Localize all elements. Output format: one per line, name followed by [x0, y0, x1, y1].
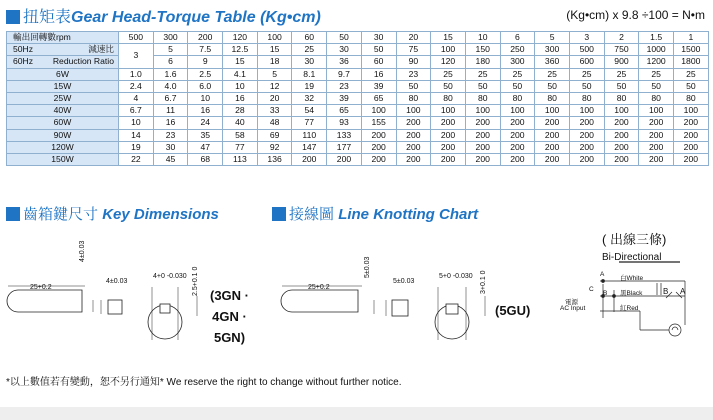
ratio-50hz-cell: 12.5: [223, 44, 258, 56]
torque-cell: 10: [119, 117, 154, 129]
torque-cell: 200: [639, 153, 674, 165]
disclaimer-note: *以上數值若有變動，恕不另行通知* We reserve the right to change without further notice.: [6, 377, 402, 388]
black-wire-label: 黑Black: [620, 290, 643, 297]
torque-cell: 177: [327, 141, 362, 153]
ratio-60hz-cell: 120: [431, 56, 466, 68]
line-knotting-title: 接線圖 Line Knotting Chart: [272, 203, 478, 224]
rpm-cell: 20: [396, 32, 431, 44]
ratio-first-cell: 3: [119, 44, 154, 68]
torque-cell: 16: [223, 92, 258, 104]
ratio-60hz-cell: 90: [396, 56, 431, 68]
torque-cell: 200: [604, 141, 639, 153]
ratio-60hz-cell: 900: [604, 56, 639, 68]
torque-cell: 77: [223, 141, 258, 153]
torque-cell: 50: [639, 80, 674, 92]
torque-cell: 77: [292, 117, 327, 129]
torque-cell: 200: [292, 153, 327, 165]
ratio-60hz-cell: 60: [361, 56, 396, 68]
ratio-60hz-cell: 1800: [674, 56, 709, 68]
power-label: 150W: [7, 153, 119, 165]
rpm-cell: 50: [327, 32, 362, 44]
torque-cell: 113: [223, 153, 258, 165]
torque-cell: 200: [535, 117, 570, 129]
ratio-60hz-cell: 180: [465, 56, 500, 68]
rpm-cell: 3: [569, 32, 604, 44]
torque-cell: 110: [292, 129, 327, 141]
torque-cell: 200: [674, 141, 709, 153]
rpm-cell: 1: [674, 32, 709, 44]
rpm-cell: 60: [292, 32, 327, 44]
ratio-50hz-cell: 75: [396, 44, 431, 56]
rpm-cell: 30: [361, 32, 396, 44]
rpm-cell: 100: [257, 32, 292, 44]
torque-cell: 200: [535, 141, 570, 153]
gu-model-label: (5GU): [495, 303, 531, 318]
torque-cell: 2.5: [188, 68, 223, 80]
key-2-side-view: [281, 290, 358, 312]
torque-cell: 200: [327, 153, 362, 165]
rpm-cell: 6: [500, 32, 535, 44]
torque-cell: 54: [292, 105, 327, 117]
ratio-60hz-cell: 9: [188, 56, 223, 68]
torque-cell: 25: [465, 68, 500, 80]
torque-cell: 50: [569, 80, 604, 92]
power-cn-label: 電源: [565, 299, 578, 306]
torque-cell: 200: [500, 117, 535, 129]
torque-cell: 100: [569, 105, 604, 117]
torque-cell: 20: [257, 92, 292, 104]
torque-cell: 80: [639, 92, 674, 104]
torque-cell: 200: [396, 117, 431, 129]
torque-cell: 200: [431, 141, 466, 153]
torque-cell: 30: [153, 141, 188, 153]
ratio-60hz-cell: 600: [569, 56, 604, 68]
page-title-cn: 扭矩表: [23, 9, 72, 26]
torque-cell: 200: [500, 141, 535, 153]
motor-symbol: [669, 324, 681, 336]
torque-cell: 40: [223, 117, 258, 129]
bi-directional-label: Bi-Directional: [602, 252, 662, 263]
ratio-60hz-label: 60Hz Reduction Ratio: [7, 56, 119, 68]
rpm-cell: 200: [188, 32, 223, 44]
torque-cell: 65: [327, 105, 362, 117]
torque-cell: 80: [604, 92, 639, 104]
torque-cell: 200: [674, 153, 709, 165]
torque-cell: 200: [500, 129, 535, 141]
torque-cell: 200: [569, 117, 604, 129]
torque-cell: 92: [257, 141, 292, 153]
motor-a-label: A: [680, 287, 686, 296]
ratio-50hz-cell: 250: [500, 44, 535, 56]
torque-cell: 32: [292, 92, 327, 104]
torque-cell: 80: [465, 92, 500, 104]
torque-cell: 200: [604, 117, 639, 129]
torque-cell: 155: [361, 117, 396, 129]
torque-cell: 45: [153, 153, 188, 165]
power-label: 120W: [7, 141, 119, 153]
torque-cell: 39: [361, 80, 396, 92]
power-label: 15W: [7, 80, 119, 92]
torque-cell: 50: [535, 80, 570, 92]
torque-cell: 16: [361, 68, 396, 80]
torque-cell: 200: [639, 117, 674, 129]
torque-cell: 4.1: [223, 68, 258, 80]
ratio-60hz-cell: 300: [500, 56, 535, 68]
torque-cell: 100: [535, 105, 570, 117]
torque-cell: 100: [396, 105, 431, 117]
torque-cell: 19: [119, 141, 154, 153]
torque-cell: 200: [465, 129, 500, 141]
torque-cell: 25: [431, 68, 466, 80]
torque-cell: 5: [257, 68, 292, 80]
torque-cell: 23: [153, 129, 188, 141]
torque-cell: 28: [223, 105, 258, 117]
torque-cell: 93: [327, 117, 362, 129]
torque-cell: 8.1: [292, 68, 327, 80]
ratio-50hz-cell: 5: [153, 44, 188, 56]
torque-cell: 200: [361, 129, 396, 141]
torque-cell: 200: [639, 141, 674, 153]
torque-cell: 200: [465, 117, 500, 129]
power-en-label: AC Input: [560, 305, 586, 312]
torque-cell: 100: [500, 105, 535, 117]
torque-cell: 200: [431, 153, 466, 165]
torque-cell: 6.7: [119, 105, 154, 117]
torque-cell: 69: [257, 129, 292, 141]
torque-cell: 6.7: [153, 92, 188, 104]
power-label: 60W: [7, 117, 119, 129]
rpm-cell: 2: [604, 32, 639, 44]
ratio-50hz-cell: 1500: [674, 44, 709, 56]
torque-cell: 100: [465, 105, 500, 117]
torque-cell: 68: [188, 153, 223, 165]
ratio-50hz-label: 50Hz 減速比: [7, 44, 119, 56]
power-label: 6W: [7, 68, 119, 80]
red-wire-label: 紅Red: [620, 305, 639, 312]
ratio-50hz-cell: 7.5: [188, 44, 223, 56]
rpm-cell: 300: [153, 32, 188, 44]
torque-cell: 10: [223, 80, 258, 92]
torque-cell: 4: [119, 92, 154, 104]
dim-key2-width: 5±0.03: [393, 278, 415, 285]
ratio-60hz-cell: 18: [257, 56, 292, 68]
dim-key1-width: 4±0.03: [106, 278, 128, 285]
torque-cell: 80: [569, 92, 604, 104]
dim-key2-length: 25+0.2: [308, 284, 330, 291]
torque-cell: 200: [361, 141, 396, 153]
power-label: 90W: [7, 129, 119, 141]
torque-cell: 200: [396, 129, 431, 141]
torque-cell: 200: [569, 153, 604, 165]
torque-cell: 133: [327, 129, 362, 141]
torque-cell: 50: [465, 80, 500, 92]
torque-cell: 33: [257, 105, 292, 117]
ratio-60hz-cell: 36: [327, 56, 362, 68]
dim-key2-height: 5±0.03: [364, 256, 371, 278]
rpm-cell: 15: [431, 32, 466, 44]
torque-cell: 10: [188, 92, 223, 104]
torque-cell: 19: [292, 80, 327, 92]
torque-cell: 50: [604, 80, 639, 92]
torque-cell: 200: [500, 153, 535, 165]
ratio-60hz-cell: 360: [535, 56, 570, 68]
torque-cell: 1.0: [119, 68, 154, 80]
ratio-50hz-cell: 1000: [639, 44, 674, 56]
torque-cell: 200: [465, 153, 500, 165]
torque-cell: 200: [361, 153, 396, 165]
torque-cell: 16: [153, 117, 188, 129]
page-title-en: Gear Head-Torque Table (Kg•cm): [71, 9, 321, 26]
torque-cell: 147: [292, 141, 327, 153]
rpm-label: 輸出回轉數rpm: [7, 32, 119, 44]
torque-cell: 9.7: [327, 68, 362, 80]
wire-c-label: C: [589, 286, 594, 293]
torque-cell: 100: [604, 105, 639, 117]
torque-cell: 80: [396, 92, 431, 104]
torque-cell: 14: [119, 129, 154, 141]
torque-cell: 50: [396, 80, 431, 92]
torque-cell: 200: [431, 129, 466, 141]
torque-cell: 25: [569, 68, 604, 80]
rpm-cell: 500: [119, 32, 154, 44]
torque-cell: 1.6: [153, 68, 188, 80]
torque-cell: 48: [257, 117, 292, 129]
torque-cell: 200: [396, 141, 431, 153]
torque-cell: 4.0: [153, 80, 188, 92]
torque-cell: 100: [674, 105, 709, 117]
torque-cell: 200: [604, 153, 639, 165]
key-dimensions-title: 齒箱鍵尺寸 Key Dimensions: [6, 203, 219, 224]
ratio-50hz-cell: 300: [535, 44, 570, 56]
torque-cell: 24: [188, 117, 223, 129]
white-wire-label: 白White: [620, 275, 644, 282]
torque-cell: 200: [431, 117, 466, 129]
ratio-50hz-cell: 500: [569, 44, 604, 56]
torque-cell: 23: [327, 80, 362, 92]
dim-key1-length: 25+0.2: [30, 284, 52, 291]
power-label: 25W: [7, 92, 119, 104]
ratio-60hz-cell: 6: [153, 56, 188, 68]
torque-cell: 80: [500, 92, 535, 104]
torque-cell: 58: [223, 129, 258, 141]
ratio-50hz-cell: 100: [431, 44, 466, 56]
dim-shaft1-depth: 2.5+0.1 0: [192, 266, 199, 296]
torque-cell: 25: [674, 68, 709, 80]
motor-b-label: B: [663, 287, 669, 296]
footer-bar: [0, 407, 713, 420]
torque-cell: 100: [639, 105, 674, 117]
torque-cell: 200: [674, 117, 709, 129]
torque-cell: 25: [604, 68, 639, 80]
torque-cell: 2.4: [119, 80, 154, 92]
power-label: 40W: [7, 105, 119, 117]
torque-cell: 6.0: [188, 80, 223, 92]
rpm-cell: 5: [535, 32, 570, 44]
torque-cell: 200: [639, 129, 674, 141]
dim-shaft2-depth: 3+0.1 0: [480, 270, 487, 294]
wire-a-label: A: [600, 271, 605, 278]
rpm-cell: 120: [223, 32, 258, 44]
ratio-50hz-cell: 50: [361, 44, 396, 56]
dim-shaft1-keyway: 4+0 -0.030: [153, 273, 187, 280]
ratio-60hz-cell: 30: [292, 56, 327, 68]
torque-cell: 80: [431, 92, 466, 104]
torque-cell: 22: [119, 153, 154, 165]
ratio-60hz-cell: 15: [223, 56, 258, 68]
torque-cell: 200: [535, 129, 570, 141]
torque-cell: 35: [188, 129, 223, 141]
torque-cell: 50: [674, 80, 709, 92]
ratio-50hz-cell: 150: [465, 44, 500, 56]
torque-cell: 25: [639, 68, 674, 80]
torque-cell: 16: [188, 105, 223, 117]
gn-model-label: (3GN · 4GN · 5GN): [210, 288, 249, 345]
torque-cell: 50: [500, 80, 535, 92]
rpm-cell: 1.5: [639, 32, 674, 44]
torque-cell: 12: [257, 80, 292, 92]
torque-cell: 136: [257, 153, 292, 165]
torque-cell: 65: [361, 92, 396, 104]
torque-cell: 200: [396, 153, 431, 165]
torque-cell: 100: [431, 105, 466, 117]
knot-subtitle: ( 出線三條): [602, 232, 667, 247]
torque-cell: 200: [604, 129, 639, 141]
conversion-formula: (Kg•cm) x 9.8 ÷100 = N•m: [566, 8, 705, 22]
torque-cell: 200: [535, 153, 570, 165]
torque-cell: 25: [500, 68, 535, 80]
torque-cell: 39: [327, 92, 362, 104]
torque-cell: 80: [535, 92, 570, 104]
dim-key1-height: 4±0.03: [79, 240, 86, 262]
torque-cell: 11: [153, 105, 188, 117]
torque-cell: 200: [465, 141, 500, 153]
ratio-50hz-cell: 30: [327, 44, 362, 56]
torque-cell: 23: [396, 68, 431, 80]
dim-shaft2-keyway: 5+0 -0.030: [439, 273, 473, 280]
torque-cell: 100: [361, 105, 396, 117]
torque-cell: 200: [569, 129, 604, 141]
ratio-50hz-cell: 25: [292, 44, 327, 56]
ratio-50hz-cell: 750: [604, 44, 639, 56]
key-1-section: [108, 300, 122, 314]
torque-cell: 200: [674, 129, 709, 141]
key-1-side-view: [7, 290, 82, 312]
key-2-section: [392, 300, 408, 316]
torque-cell: 47: [188, 141, 223, 153]
ratio-60hz-cell: 1200: [639, 56, 674, 68]
torque-cell: 50: [431, 80, 466, 92]
rpm-cell: 10: [465, 32, 500, 44]
torque-cell: 80: [674, 92, 709, 104]
ratio-50hz-cell: 15: [257, 44, 292, 56]
torque-cell: 200: [569, 141, 604, 153]
wire-b-label: B: [603, 290, 608, 297]
torque-cell: 25: [535, 68, 570, 80]
